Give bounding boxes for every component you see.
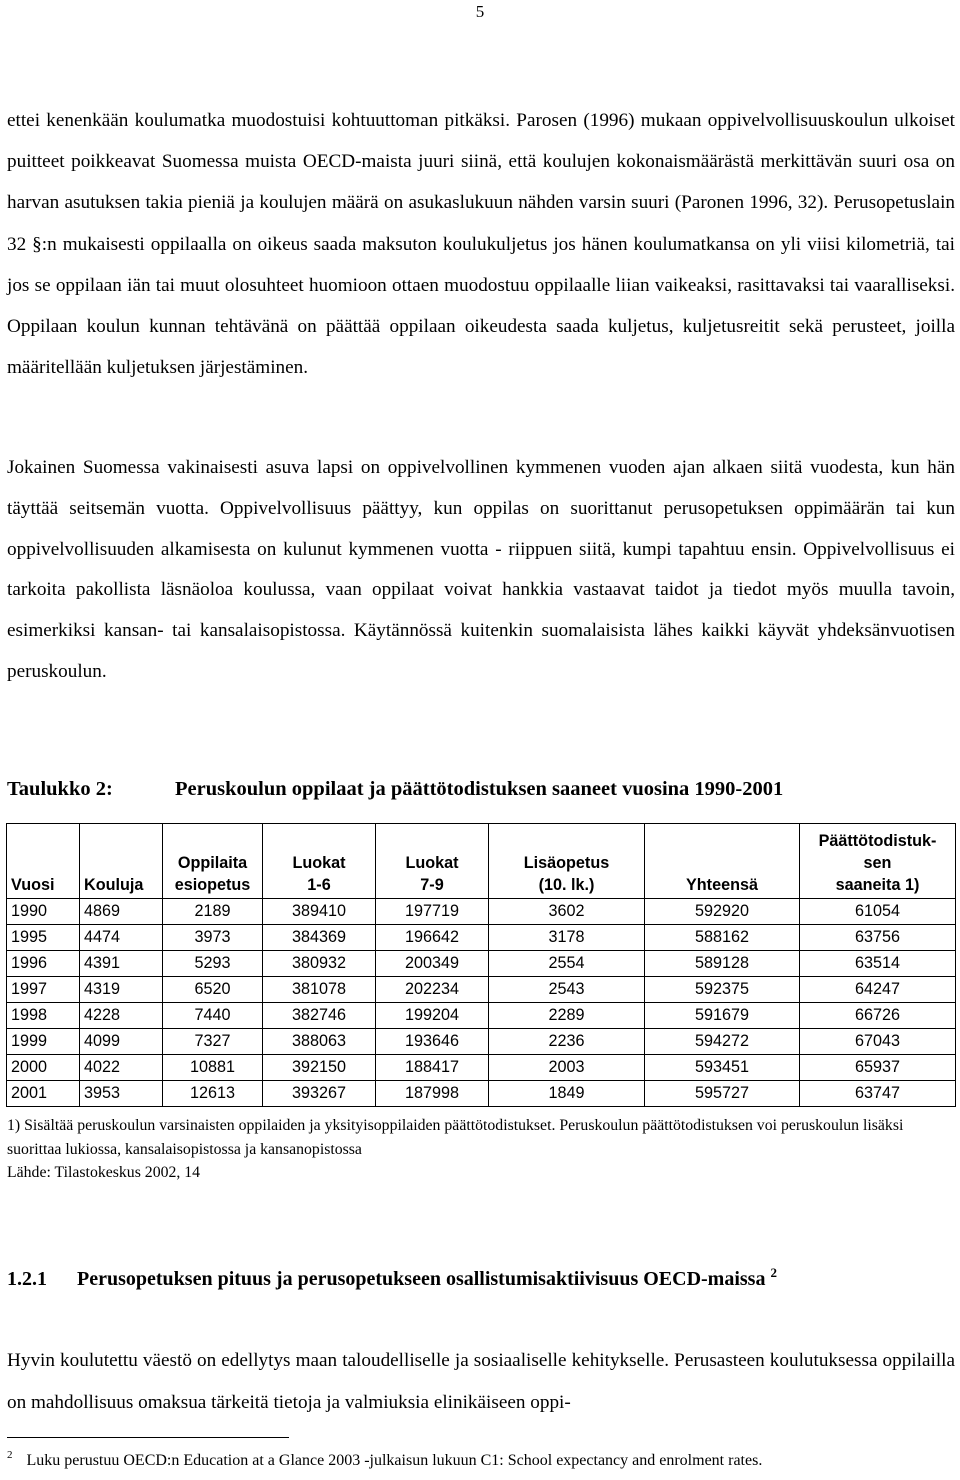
column-header [800,824,956,899]
table-cell: 63514 [800,951,956,977]
table-cell: 388063 [263,1029,376,1055]
table-cell: 10881 [163,1055,263,1081]
page-footnote [7,1449,762,1470]
column-header-line: esiopetus [174,876,251,894]
column-header-line: 7-9 [420,876,444,894]
table-cell: 384369 [263,925,376,951]
table-cell: 3178 [489,925,645,951]
table-cell: 63756 [800,925,956,951]
table-row [7,1003,956,1029]
table-cell: 381078 [263,977,376,1003]
table-cell: 4869 [80,899,163,925]
table-cell: 63747 [800,1081,956,1107]
table-cell: 382746 [263,1003,376,1029]
column-header [80,824,163,899]
table-cell: 592920 [645,899,800,925]
section-footnote-ref: 2 [770,1265,777,1280]
section-number: 1.2.1 [7,1268,47,1290]
table-header-row [7,824,956,899]
table-row [7,977,956,1003]
table-cell: 389410 [263,899,376,925]
table-title: Peruskoulun oppilaat ja päättötodistuksen saaneet vuosina 1990-2001 [175,778,784,800]
table-cell: 593451 [645,1055,800,1081]
table-cell: 5293 [163,951,263,977]
body-paragraph-school-transport: ettei kenenkään koulumatka muodostuisi kohtuuttoman pitkäksi. Parosen (1996) mukaan oppivelvollisuuskoulun ulkoiset puitteet poikkeavat Suomessa muista OECD-maista juuri siinä, että koulujen kokonaismäärästä merkittävän suuri osa on harvan asutuksen takia pieniä ja koulujen määrä on asukaslukuun nähden varsin suuri (Paronen 1996, 32). Perusopetuslain 32 §:n mukaisesti oppilaalla on oikeus saada maksuton koulukuljetus jos hänen koulumatkansa on yli viisi kilometriä, tai jos se oppilaan iän tai muut olosuhteet huomioon ottaen muodostuu oppilaalle liian vaikeaksi, rasittavaksi tai vaaralliseksi. Oppilaan koulun kunnan tehtävänä on päättää oppilaan oikeudesta saada kuljetus, kuljetusreitit sekä perusteet, joilla määritellään kuljetuksen järjestäminen. [7,110,955,379]
column-header-line: sen [863,854,892,872]
table-cell: 2554 [489,951,645,977]
table-cell: 197719 [376,899,489,925]
table-cell: 595727 [645,1081,800,1107]
column-header [376,824,489,899]
table-cell: 202234 [376,977,489,1003]
table-cell: 2289 [489,1003,645,1029]
column-header-line: Lisäopetus [523,854,610,872]
table-row [7,1029,956,1055]
section-title: Perusopetuksen pituus ja perusopetukseen osallistumisaktiivisuus OECD-maissa [77,1268,766,1290]
table-cell: 3953 [80,1081,163,1107]
table-cell: 588162 [645,925,800,951]
year-cell: 2000 [7,1055,80,1081]
page-number: 5 [475,2,485,21]
pupils-table [6,823,956,1107]
table-cell: 67043 [800,1029,956,1055]
year-cell: 1999 [7,1029,80,1055]
table-cell: 4022 [80,1055,163,1081]
table-row [7,925,956,951]
column-header [163,824,263,899]
table-notes [7,1114,957,1185]
table-cell: 64247 [800,977,956,1003]
table-cell: 196642 [376,925,489,951]
table-cell: 61054 [800,899,956,925]
year-cell: 1995 [7,925,80,951]
table-cell: 3602 [489,899,645,925]
footnote-text: Luku perustuu OECD:n Education at a Glance 2003 -julkaisun lukuun C1: School expectancy and enrolment rates. [26,1452,763,1469]
body-paragraph-educated-population: Hyvin koulutettu väestö on edellytys maan taloudelliselle ja sosiaaliselle kehitykselle. Perusasteen koulutuksessa oppilailla on mahdollisuus omaksua tärkeitä tietoja ja valmiuksia elinikäiseen oppi- [7,1350,955,1413]
table-row [7,951,956,977]
table-cell: 199204 [376,1003,489,1029]
table-note: 1) Sisältää peruskoulun varsinaisten oppilaiden ja yksityisoppilaiden päättötodistukset. Peruskoulun päättötodistuksen voi peruskoulun lisäksi suorittaa lukiossa, kansalaisopistossa ja kansanopistossa [7,1117,904,1158]
body-paragraph-compulsory-education: Jokainen Suomessa vakinaisesti asuva lapsi on oppivelvollinen kymmenen vuoden ajan alkaen siitä vuodesta, kun hän täyttää seitsemän vuotta. Oppivelvollisuus päättyy, kun oppilas on suorittanut perusopetuksen oppimäärän tai kun oppivelvollisuuden alkamisesta on kulunut kymmenen vuotta - riippuen siitä, kumpi tapahtuu ensin. Oppivelvollisuus ei tarkoita pakollista läsnäoloa koulussa, vaan oppilaat voivat hankkia vastaavat taidot ja tiedot myös muulla tavoin, esimerkiksi kansan- tai kansalaisopistossa. Käytännössä kuitenkin suomalaisista lähes kaikki käyvät yhdeksänvuotisen peruskoulun. [7,457,955,682]
table-cell: 2189 [163,899,263,925]
table-cell: 380932 [263,951,376,977]
table-cell: 187998 [376,1081,489,1107]
table-cell: 200349 [376,951,489,977]
column-header-line: saaneita 1) [835,876,920,894]
column-header-line: Luokat [405,854,459,872]
table-row [7,1081,956,1107]
table-row [7,899,956,925]
table-cell: 193646 [376,1029,489,1055]
table-cell: 12613 [163,1081,263,1107]
table-cell: 4474 [80,925,163,951]
column-header [489,824,645,899]
table-label: Taulukko 2: [7,778,113,800]
year-cell: 1998 [7,1003,80,1029]
table-cell: 4228 [80,1003,163,1029]
year-cell: 1990 [7,899,80,925]
column-header [7,824,80,899]
table-cell: 3973 [163,925,263,951]
table-cell: 2003 [489,1055,645,1081]
table-row [7,1055,956,1081]
table-cell: 65937 [800,1055,956,1081]
table-cell: 7440 [163,1003,263,1029]
footnote-mark: 2 [7,1449,13,1461]
table-cell: 4099 [80,1029,163,1055]
year-cell: 1996 [7,951,80,977]
footnote-separator [7,1437,289,1438]
column-header-line: Yhteensä [686,876,758,894]
column-header-line: (10. lk.) [538,876,595,894]
table-cell: 589128 [645,951,800,977]
table-cell: 1849 [489,1081,645,1107]
table-cell: 66726 [800,1003,956,1029]
column-header-line: Vuosi [11,876,55,894]
table-cell: 7327 [163,1029,263,1055]
table-cell: 592375 [645,977,800,1003]
table-cell: 2543 [489,977,645,1003]
table-cell: 591679 [645,1003,800,1029]
section-heading [7,1265,777,1291]
table-caption [7,778,783,801]
table-cell: 392150 [263,1055,376,1081]
table-cell: 4391 [80,951,163,977]
table-cell: 6520 [163,977,263,1003]
column-header-line: Kouluja [84,876,144,894]
table-cell: 393267 [263,1081,376,1107]
column-header-line: 1-6 [307,876,331,894]
column-header-line: Päättötodistuk- [818,832,937,850]
table-source: Lähde: Tilastokeskus 2002, 14 [7,1164,201,1181]
column-header-line: Oppilaita [177,854,248,872]
year-cell: 2001 [7,1081,80,1107]
table-body [7,899,956,1107]
year-cell: 1997 [7,977,80,1003]
table-cell: 2236 [489,1029,645,1055]
table-cell: 4319 [80,977,163,1003]
column-header [645,824,800,899]
table-cell: 594272 [645,1029,800,1055]
column-header-line: Luokat [292,854,346,872]
table-cell: 188417 [376,1055,489,1081]
column-header [263,824,376,899]
